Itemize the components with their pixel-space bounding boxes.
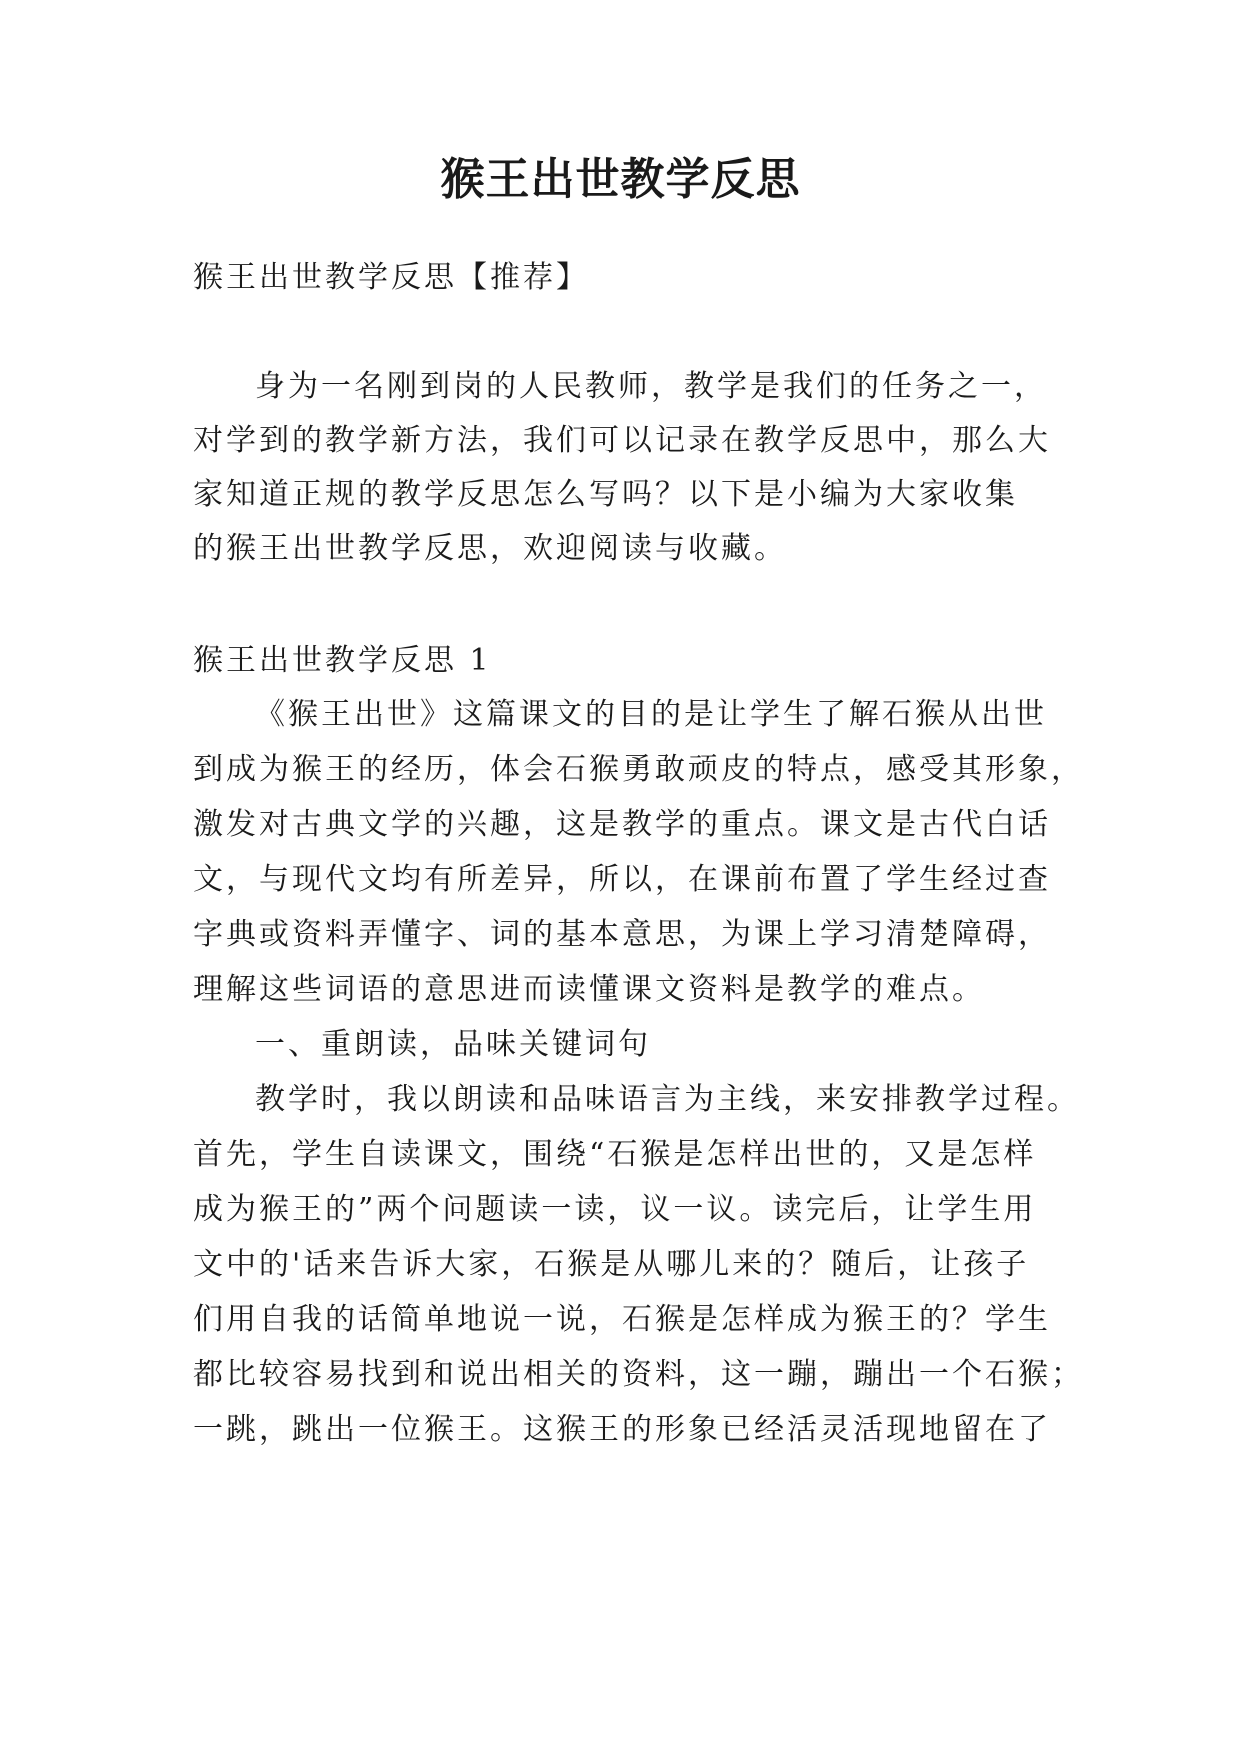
paragraph1-line-3: 激发对古典文学的兴趣，这是教学的重点。课文是古代白话 [193, 807, 1051, 842]
paragraph2-line-1: 教学时，我以朗读和品味语言为主线，来安排教学过程。 [255, 1082, 1080, 1117]
paragraph1-line-6: 理解这些词语的意思进而读懂课文资料是教学的难点。 [193, 972, 985, 1007]
paragraph2-line-2: 首先，学生自读课文，围绕“石猴是怎样出世的，又是怎样 [193, 1137, 1037, 1172]
paragraph2-line-6: 都比较容易找到和说出相关的资料，这一蹦，蹦出一个石猴； [193, 1357, 1084, 1392]
paragraph1-line-5: 字典或资料弄懂字、词的基本意思，为课上学习清楚障碍， [193, 917, 1051, 952]
subheading: 一、重朗读，品味关键词句 [255, 1027, 651, 1062]
paragraph2-line-3: 成为猴王的”两个问题读一读，议一议。读完后，让学生用 [193, 1192, 1037, 1227]
intro-line-1: 身为一名刚到岗的人民教师，教学是我们的任务之一， [255, 369, 1047, 404]
intro-line-2: 对学到的教学新方法，我们可以记录在教学反思中，那么大 [193, 423, 1051, 458]
document-title: 猴王出世教学反思 [440, 154, 801, 205]
document-subtitle: 猴王出世教学反思【推荐】 [193, 260, 589, 295]
section-heading: 猴王出世教学反思 1 [193, 643, 492, 678]
paragraph1-line-4: 文，与现代文均有所差异，所以，在课前布置了学生经过查 [193, 862, 1051, 897]
paragraph2-line-4: 文中的'话来告诉大家，石猴是从哪儿来的？随后，让孩子 [193, 1247, 1030, 1282]
intro-line-4: 的猴王出世教学反思，欢迎阅读与收藏。 [193, 531, 787, 566]
paragraph1-line-1: 《猴王出世》这篇课文的目的是让学生了解石猴从出世 [255, 697, 1047, 732]
intro-line-3: 家知道正规的教学反思怎么写吗？以下是小编为大家收集 [193, 477, 1018, 512]
paragraph2-line-7: 一跳，跳出一位猴王。这猴王的形象已经活灵活现地留在了 [193, 1412, 1051, 1447]
paragraph2-line-5: 们用自我的话简单地说一说，石猴是怎样成为猴王的？学生 [193, 1302, 1051, 1337]
paragraph1-line-2: 到成为猴王的经历，体会石猴勇敢顽皮的特点，感受其形象， [193, 752, 1084, 787]
